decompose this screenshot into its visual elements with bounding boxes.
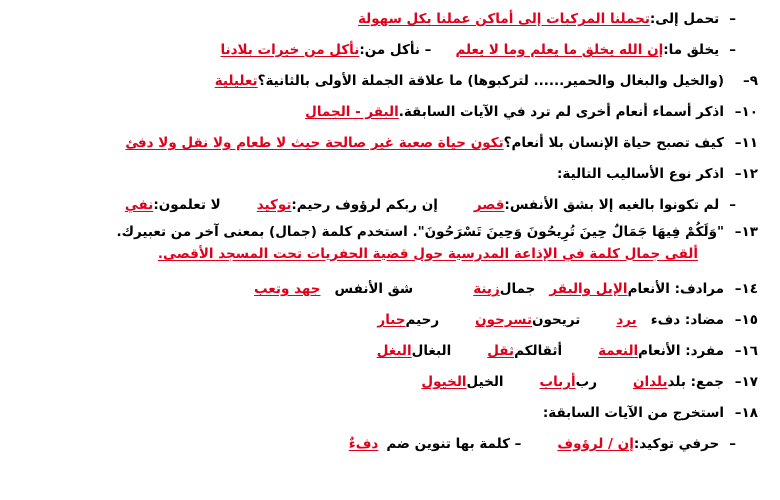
answer-line-create-eat [10, 35, 758, 66]
prompt-text-2: تريحون [532, 312, 581, 328]
prompt-text-3: البغال [411, 343, 452, 359]
answer-text-2: توكيد [256, 197, 292, 213]
question-16 [10, 336, 758, 367]
styles-answers [10, 190, 758, 221]
question-12 [10, 159, 758, 190]
question-number: ١٢– [734, 166, 758, 182]
question-18-answers [10, 429, 758, 460]
question-text: "وَلَكُمْ فِيهَا جَمَالٌ حِينَ تُرِيحُونَ وَحِينَ تَسْرَحُونَ". استخدم كلمة (جمال) بمعنى آخر من تعبيرك. [116, 223, 724, 240]
answer-text: إن الله يخلق ما يعلم وما لا يعلم [455, 42, 664, 58]
answer-text-3: جبار [377, 312, 406, 328]
answer-text: النعمة [598, 343, 639, 359]
answer-text: بلدان [632, 374, 668, 390]
question-text: اذكر نوع الأساليب التالية: [557, 166, 724, 182]
answer-text-2: تسرحون [475, 312, 533, 328]
question-number: ١٥– [734, 312, 758, 328]
answer-text-2: دفءٌ [348, 436, 379, 452]
answer-text: تعليلية [214, 73, 258, 89]
question-15 [10, 305, 758, 336]
prompt-text-3: لا تعلمون: [153, 197, 221, 213]
question-number: ١٣– [734, 223, 758, 240]
bullet-dash: – [729, 197, 736, 213]
question-number: ١٦– [734, 343, 758, 359]
prompt-text-3: شق الأنفس [334, 281, 414, 297]
answer-text-3: جهد وتعب [254, 281, 321, 297]
bullet-dash: – [729, 11, 736, 27]
question-10 [10, 97, 758, 128]
prompt-text-2: أثقالكم [514, 343, 563, 359]
question-number: ١٠– [734, 104, 758, 120]
answer-text-2: أرباب [539, 374, 576, 390]
question-text: مضاد: دفء [650, 312, 724, 328]
question-17 [10, 367, 758, 398]
answer-text-3: الخيول [421, 374, 467, 390]
answer-text-3: البغل [376, 343, 412, 359]
prompt-text-2: – نأكل من: [359, 42, 432, 58]
answer-text: الإبل والبقر [549, 281, 628, 297]
question-text: جمع: بلد [667, 374, 724, 390]
prompt-text-2: إن ربكم لرؤوف رحيم: [291, 197, 438, 213]
question-text: مرادف: الأنعام [627, 281, 724, 297]
answer-line-carry [10, 4, 758, 35]
prompt-text-2: رب [575, 374, 597, 390]
answer-text: البقر - الجمال [305, 104, 399, 120]
prompt-text: حرفي توكيد: [633, 436, 720, 452]
prompt-text-2: جمال [499, 281, 536, 297]
prompt-text-3: رحيم [405, 312, 440, 328]
question-text: كيف تصبح حياة الإنسان بلا أنعام؟ [503, 135, 724, 151]
question-11 [10, 128, 758, 159]
question-text: اذكر أسماء أنعام أخرى لم ترد في الآيات السابقة. [398, 104, 724, 120]
question-14 [10, 274, 758, 305]
answer-text: برد [616, 312, 637, 328]
question-number: ٩– [743, 73, 758, 89]
question-text: استخرج من الآيات السابقة: [542, 405, 724, 421]
question-13 [10, 221, 758, 243]
answer-text-2: زينة [473, 281, 500, 297]
bullet-dash: – [729, 436, 736, 452]
question-number: ١٤– [734, 281, 758, 297]
question-number: ١٧– [734, 374, 758, 390]
question-number: ١١– [734, 135, 758, 151]
answer-text: قصر [473, 197, 505, 213]
prompt-text-2: – كلمة بها تنوين ضم [386, 436, 522, 452]
question-9 [10, 66, 758, 97]
answer-text-2: ثقل [487, 343, 515, 359]
question-text: مفرد: الأنعام [638, 343, 724, 359]
prompt-text: يخلق ما: [663, 42, 720, 58]
bullet-dash: – [729, 42, 736, 58]
answer-text-3: نفي [124, 197, 154, 213]
question-number: ١٨– [734, 405, 758, 421]
answer-text: إن / لرؤوف [557, 436, 634, 452]
prompt-text-3: الخيل [466, 374, 504, 390]
question-text: (والخيل والبغال والحمير...... لتركبوها) ما علاقة الجملة الأولى بالثانية؟ [257, 73, 724, 89]
prompt-text: لم تكونوا بالغيه إلا بشق الأنفس: [504, 197, 720, 213]
question-18 [10, 398, 758, 429]
answer-text-2: نأكل من خيرات بلادنا [220, 42, 360, 58]
question-13-answer [10, 243, 758, 265]
answer-text: ألقى جمال كلمة في الإذاعة المدرسية حول قضية الحفريات تحت المسجد الأقصى. [157, 245, 698, 262]
answer-text: تكون حياة صعبة غير صالحة حيث لا طعام ولا نقل ولا دفئ [125, 135, 504, 151]
prompt-text: تحمل إلى: [649, 11, 720, 27]
answer-text: تحملنا المركبات إلى أماكن عملنا بكل سهولة [357, 11, 650, 27]
